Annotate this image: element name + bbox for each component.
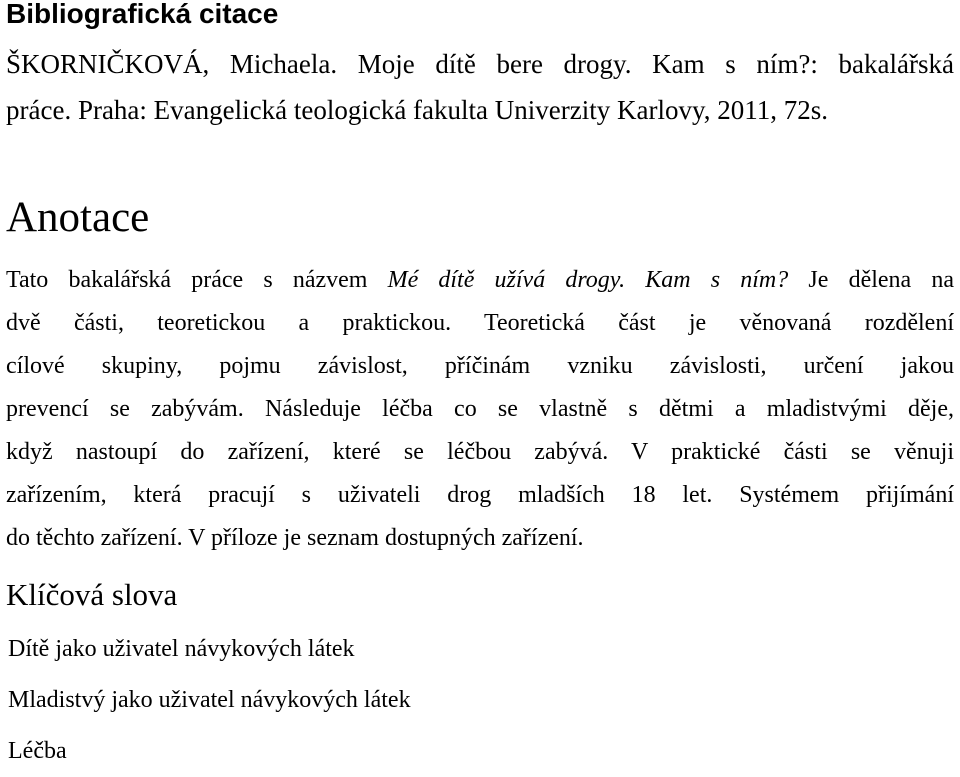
citation-line-1: ŠKORNIČKOVÁ, Michaela. Moje dítě bere drogy. Kam s ním?: bakalářská <box>6 49 954 79</box>
annotation-line-3: cílové skupiny, pojmu závislost, příčinám vzniku závislosti, určení jakou <box>6 353 954 379</box>
keywords-heading: Klíčová slova <box>6 577 178 612</box>
annotation-line-4: prevencí se zabývám. Následuje léčba co se vlastně s dětmi a mladistvými děje, <box>6 396 954 422</box>
thesis-title: Mé dítě užívá drogy. Kam s ním? <box>387 267 789 293</box>
keyword-item: Dítě jako uživatel návykových látek <box>8 636 355 662</box>
annotation-line-1-end: Je dělena na <box>788 267 954 293</box>
annotation-heading: Anotace <box>6 194 150 241</box>
keyword-item: Mladistvý jako uživatel návykových látek <box>8 687 411 713</box>
annotation-line-1 <box>6 259 954 302</box>
citation-heading: Bibliografická citace <box>6 0 279 29</box>
annotation-line-7: do těchto zařízení. V příloze je seznam dostupných zařízení. <box>6 525 584 551</box>
keyword-item: Léčba <box>8 738 67 764</box>
citation-line-2: práce. Praha: Evangelická teologická fakulta Univerzity Karlovy, 2011, 72s. <box>6 95 828 125</box>
annotation-paragraph <box>6 259 954 560</box>
keywords-list <box>8 624 411 777</box>
annotation-line-1-start: Tato bakalářská práce s názvem <box>6 267 388 293</box>
annotation-line-6: zařízením, která pracují s uživateli drog mladších 18 let. Systémem přijímání <box>6 482 954 508</box>
annotation-line-5: když nastoupí do zařízení, které se léčbou zabývá. V praktické části se věnuji <box>6 439 954 465</box>
citation-text <box>6 41 954 133</box>
annotation-line-2: dvě části, teoretickou a praktickou. Teoretická část je věnovaná rozdělení <box>6 310 954 336</box>
